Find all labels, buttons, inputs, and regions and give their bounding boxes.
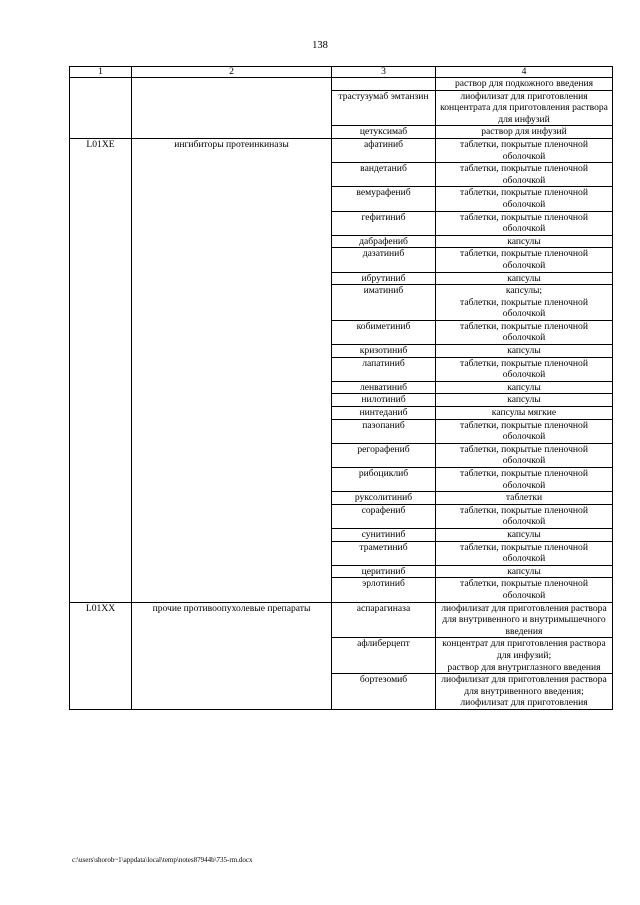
drug-name-cell: вандетаниб: [332, 163, 436, 187]
drug-name-cell: дазатиниб: [332, 248, 436, 272]
drug-name-cell: пазопаниб: [332, 419, 436, 443]
drug-name-cell: вемурафениб: [332, 187, 436, 211]
dosage-form-cell: таблетки, покрытые пленочной оболочкой: [436, 504, 613, 528]
table-body: [70, 78, 613, 710]
drug-name-cell: эрлотиниб: [332, 578, 436, 602]
drug-name-cell: нилотиниб: [332, 394, 436, 407]
footer-file-path: c:\users\shorob~1\appdata\local\temp\notes87944b\735-rm.docx: [72, 856, 253, 864]
drug-name-cell: церитиниб: [332, 565, 436, 578]
atc-code-cell: L01XE: [70, 138, 132, 602]
header-row: [70, 67, 613, 78]
dosage-form-cell: капсулы: [436, 565, 613, 578]
dosage-form-cell: таблетки, покрытые пленочной оболочкой: [436, 541, 613, 565]
dosage-form-cell: капсулы: [436, 528, 613, 541]
drug-name-cell: аспарагиназа: [332, 602, 436, 638]
drug-name-cell: афлиберцепт: [332, 638, 436, 674]
drug-name-cell: ленватиниб: [332, 381, 436, 394]
group-name-cell: ингибиторы протеинкиназы: [132, 138, 332, 602]
drug-name-cell: цетуксимаб: [332, 126, 436, 139]
table-row: [70, 78, 613, 91]
drug-name-cell: дабрафениб: [332, 235, 436, 248]
drug-name-cell: сунитиниб: [332, 528, 436, 541]
drug-name-cell: ибрутиниб: [332, 272, 436, 285]
dosage-form-cell: таблетки, покрытые пленочной оболочкой: [436, 163, 613, 187]
dosage-form-cell: таблетки, покрытые пленочной оболочкой: [436, 419, 613, 443]
header-cell-3: 3: [332, 67, 436, 78]
dosage-form-cell: лиофилизат для приготовления раствора для внутривенного введения; лиофилизат для приготовления: [436, 674, 613, 710]
dosage-form-cell: лиофилизат для приготовления раствора для внутривенного и внутримышечного введения: [436, 602, 613, 638]
dosage-form-cell: таблетки, покрытые пленочной оболочкой: [436, 443, 613, 467]
drug-name-cell: кобиметиниб: [332, 320, 436, 344]
drug-name-cell: иматиниб: [332, 285, 436, 321]
header-cell-2: 2: [132, 67, 332, 78]
drug-name-cell: кризотиниб: [332, 345, 436, 358]
drug-name-cell: руксолитиниб: [332, 492, 436, 505]
drug-name-cell: бортезомиб: [332, 674, 436, 710]
dosage-form-cell: таблетки, покрытые пленочной оболочкой: [436, 578, 613, 602]
dosage-form-cell: раствор для инфузий: [436, 126, 613, 139]
dosage-form-cell: таблетки, покрытые пленочной оболочкой: [436, 138, 613, 162]
table-row: [70, 138, 613, 162]
drug-name-cell: сорафениб: [332, 504, 436, 528]
group-name-cell: прочие противоопухолевые препараты: [132, 602, 332, 709]
drug-name-cell: афатиниб: [332, 138, 436, 162]
dosage-form-cell: раствор для подкожного введения: [436, 78, 613, 91]
group-name-cell: [132, 78, 332, 139]
dosage-form-cell: таблетки, покрытые пленочной оболочкой: [436, 187, 613, 211]
drug-table: [69, 66, 613, 710]
drug-name-cell: нинтеданиб: [332, 407, 436, 420]
dosage-form-cell: капсулы мягкие: [436, 407, 613, 420]
page-number: 138: [312, 40, 328, 51]
dosage-form-cell: таблетки, покрытые пленочной оболочкой: [436, 468, 613, 492]
dosage-form-cell: таблетки, покрытые пленочной оболочкой: [436, 357, 613, 381]
dosage-form-cell: концентрат для приготовления раствора для инфузий; раствор для внутриглазного введения: [436, 638, 613, 674]
drug-name-cell: [332, 78, 436, 91]
table-row: [70, 602, 613, 638]
header-cell-4: 4: [436, 67, 613, 78]
dosage-form-cell: капсулы: [436, 235, 613, 248]
dosage-form-cell: таблетки, покрытые пленочной оболочкой: [436, 320, 613, 344]
header-cell-1: 1: [70, 67, 132, 78]
drug-name-cell: трастузумаб эмтанзин: [332, 90, 436, 126]
dosage-form-cell: капсулы: [436, 345, 613, 358]
drug-name-cell: гефитиниб: [332, 211, 436, 235]
drug-name-cell: лапатиниб: [332, 357, 436, 381]
atc-code-cell: [70, 78, 132, 139]
dosage-form-cell: капсулы; таблетки, покрытые пленочной оболочкой: [436, 285, 613, 321]
drug-name-cell: регорафениб: [332, 443, 436, 467]
dosage-form-cell: лиофилизат для приготовления концентрата для приготовления раствора для инфузий: [436, 90, 613, 126]
dosage-form-cell: таблетки, покрытые пленочной оболочкой: [436, 248, 613, 272]
dosage-form-cell: таблетки, покрытые пленочной оболочкой: [436, 211, 613, 235]
drug-name-cell: траметиниб: [332, 541, 436, 565]
atc-code-cell: L01XX: [70, 602, 132, 709]
dosage-form-cell: таблетки: [436, 492, 613, 505]
drug-name-cell: рибоциклиб: [332, 468, 436, 492]
dosage-form-cell: капсулы: [436, 381, 613, 394]
dosage-form-cell: капсулы: [436, 394, 613, 407]
dosage-form-cell: капсулы: [436, 272, 613, 285]
